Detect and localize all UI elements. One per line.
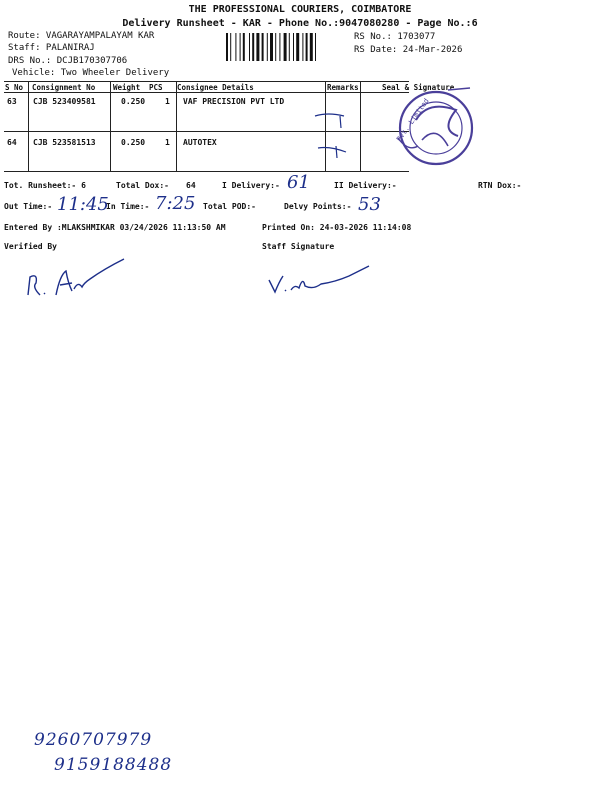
barcode-bar	[296, 33, 299, 61]
table-row-weight: 0.250	[121, 138, 146, 147]
col-divider	[110, 81, 111, 171]
i-delivery-value: 61	[287, 172, 310, 193]
ii-delivery-label: II Delivery:-	[334, 181, 397, 190]
col-divider	[28, 81, 29, 171]
out-time-value: 11:45	[57, 194, 109, 215]
staff-signature-label: Staff Signature	[262, 242, 335, 251]
tot-runsheet: Tot. Runsheet:- 6	[4, 181, 86, 190]
col-header-remarks: Remarks	[327, 83, 359, 92]
total-dox-label: Total Dox:-	[116, 181, 169, 190]
company-seal-stamp	[378, 80, 496, 180]
barcode-bar	[267, 33, 268, 61]
stamp-text: Pvt. Limited	[395, 97, 431, 144]
delvy-points-value: 53	[358, 194, 381, 215]
barcode-bar	[310, 33, 313, 61]
barcode-bar	[235, 33, 236, 61]
total-dox-value: 64	[186, 181, 196, 190]
rs-date: RS Date: 24-Mar-2026	[354, 45, 463, 55]
table-row-weight: 0.250	[121, 97, 146, 106]
staff-signature	[265, 262, 375, 302]
barcode	[225, 33, 350, 61]
barcode-bar	[226, 33, 228, 61]
col-header-seal: Seal & Signature	[382, 83, 455, 92]
barcode-bar	[275, 33, 276, 61]
barcode-bar	[293, 33, 294, 61]
barcode-bar	[289, 33, 290, 61]
verified-by-signature	[20, 255, 130, 305]
staff-label: Staff: PALANIRAJ	[8, 43, 95, 53]
col-header-consignee: Consignee Details	[177, 83, 254, 92]
rs-number: RS No.: 1703077	[354, 32, 436, 42]
in-time-value: 7:25	[155, 193, 196, 214]
handwritten-phone: 9260707979	[34, 730, 153, 750]
col-divider	[176, 81, 177, 171]
table-bottom-rule	[4, 171, 409, 172]
rtn-dox-label: RTN Dox:-	[478, 181, 522, 190]
out-time-label: Out Time:-	[4, 202, 53, 211]
handwritten-phone: 9159188488	[54, 755, 173, 775]
table-top-rule	[4, 81, 409, 82]
barcode-bar	[249, 33, 250, 61]
table-header-rule	[4, 92, 409, 93]
barcode-bar	[315, 33, 316, 61]
table-row-consignment: CJB 523409581	[33, 97, 96, 106]
barcode-bar	[252, 33, 254, 61]
table-row-pcs: 1	[165, 138, 170, 147]
table-row-consignee: AUTOTEX	[183, 138, 217, 147]
col-header-weight: Weight	[113, 83, 141, 92]
delvy-points-label: Delvy Points:-	[284, 202, 352, 211]
table-row-consignee: VAF PRECISION PVT LTD	[183, 97, 285, 106]
barcode-bar	[230, 33, 231, 61]
table-row-consignment: CJB 523581513	[33, 138, 96, 147]
barcode-bar	[270, 33, 273, 61]
barcode-bar	[306, 33, 308, 61]
barcode-bar	[279, 33, 280, 61]
remarks-pen-marks	[310, 108, 370, 168]
barcode-bar	[256, 33, 259, 61]
drs-number: DRS No.: DCJB170307706	[8, 56, 128, 66]
total-pod-label: Total POD:-	[203, 202, 256, 211]
barcode-bar	[262, 33, 264, 61]
vehicle-label: Vehicle: Two Wheeler Delivery	[12, 68, 170, 78]
in-time-label: In Time:-	[106, 202, 150, 211]
col-header-pcs: PCS	[149, 83, 163, 92]
i-delivery-label: I Delivery:-	[222, 181, 280, 190]
company-title: THE PROFESSIONAL COURIERS, COIMBATORE	[188, 4, 412, 15]
barcode-bar	[240, 33, 241, 61]
route-label: Route: VAGARAYAMPALAYAM KAR	[8, 31, 155, 41]
entered-by: Entered By :MLAKSHMIKAR 03/24/2026 11:13:50 AM	[4, 223, 226, 232]
barcode-bar	[284, 33, 287, 61]
col-header-consignment: Consignment No	[32, 83, 96, 92]
runsheet-subtitle: Delivery Runsheet - KAR - Phone No.:9047080280 - Page No.:6	[122, 18, 478, 29]
printed-on: Printed On: 24-03-2026 11:14:08	[262, 223, 412, 232]
table-row-sno: 63	[7, 97, 17, 106]
col-header-sno: S No	[5, 83, 24, 92]
barcode-bar	[302, 33, 303, 61]
barcode-bar	[243, 33, 245, 61]
table-row-pcs: 1	[165, 97, 170, 106]
verified-by-label: Verified By	[4, 242, 57, 251]
table-row-sno: 64	[7, 138, 17, 147]
